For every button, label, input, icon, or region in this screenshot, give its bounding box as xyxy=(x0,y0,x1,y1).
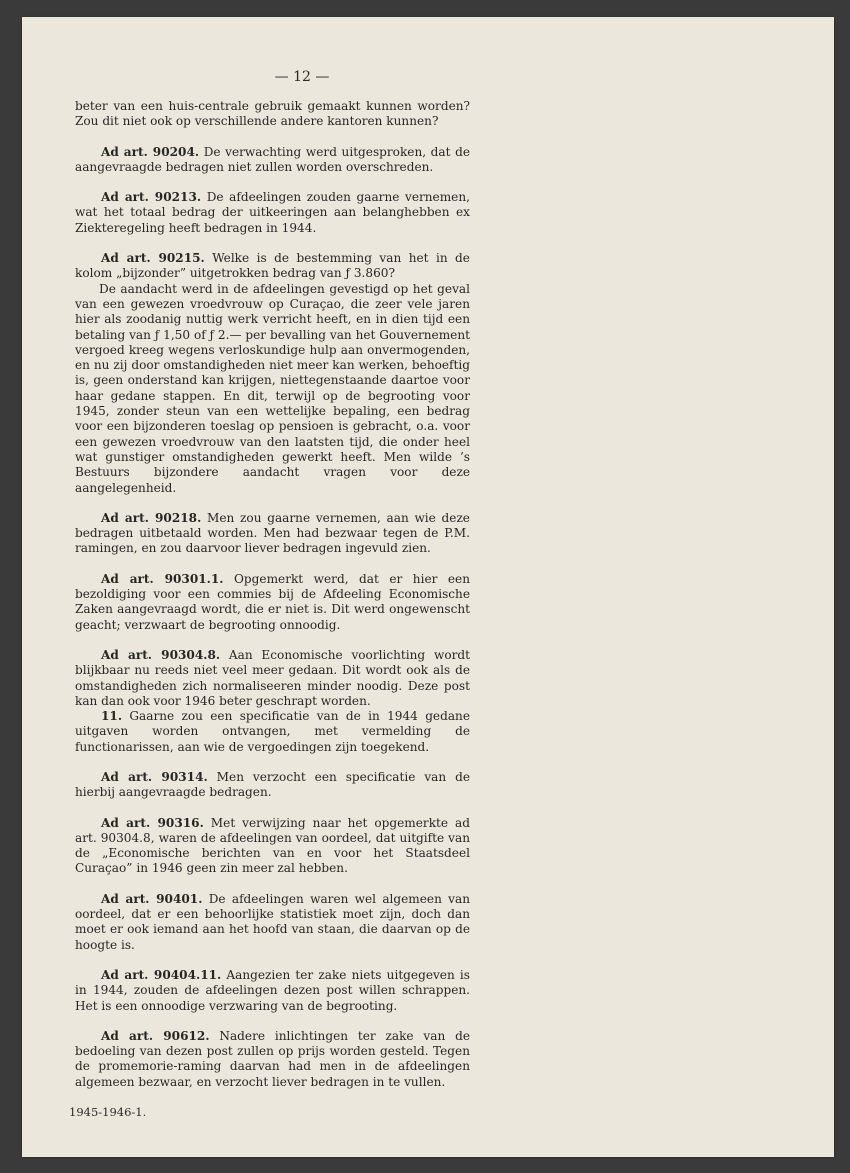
section-90314 xyxy=(75,770,470,801)
article-ref: Ad art. 90304.8. xyxy=(101,647,221,662)
article-text: Gaarne zou een specificatie van de in 1944 gedane uitgaven worden ontvangen, met vermelding de functionarissen, aan wie de vergoedingen zijn toegekend. xyxy=(75,709,470,754)
article-text: De afdeelingen zouden gaarne vernemen, wat het totaal bedrag der uitkeeringen aan belanghebben ex Ziekteregeling heeft bedragen in 1944. xyxy=(75,190,470,235)
article-text: Nadere inlichtingen ter zake van de bedoeling van dezen post zullen op prijs worden gesteld. Tegen de promemorie-raming daarvan had men in de afdeelingen algemeen bezwaar, en verzocht liever bedragen in te vullen. xyxy=(75,1028,470,1089)
article-ref: Ad art. 90301.1. xyxy=(101,571,224,586)
article-text: De aandacht werd in de afdeelingen gevestigd op het geval van een gewezen vroedvrouw op Curaçao, die zeer vele jaren hier als zoodanig nuttig werk verricht heeft, en in dien tijd een betaling van ƒ 1,50 of ƒ 2.— per bevalling van het Gouvernement vergoed kreeg wegens verloskundige hulp aan onvermogenden, en nu zij door omstandigheden niet meer kan werken, behoeftig is, geen onderstand kan krijgen, niettegenstaande daartoe voor haar gedane stappen. En dit, terwijl op de begrooting voor 1945, zonder steun van een wettelijke bepaling, een bedrag voor een bijzonderen toeslag op pensioen is gebracht, o.a. voor een gewezen vroedvrouw van den laatsten tijd, die onder heel wat gunstiger omstandigheden gewerkt heeft. Men wilde ’s Bestuurs bijzondere aandacht vragen voor deze aangelegenheid. xyxy=(75,281,470,495)
article-ref: Ad art. 90314. xyxy=(101,769,208,784)
article-text: Men zou gaarne vernemen, aan wie deze bedragen uitbetaald worden. Men had bezwaar tegen de P.M. ramingen, en zou daarvoor liever bedragen ingevuld zien. xyxy=(75,510,470,556)
document-body xyxy=(75,99,470,1105)
article-text: De afdeelingen waren wel algemeen van oordeel, dat er een behoorlijke statistiek moet zijn, doch dan moet er ook iemand aan het hoofd van staan, die daarvan op de hoogte is. xyxy=(75,891,470,952)
article-ref: Ad art. 90401. xyxy=(101,891,203,906)
section-90204 xyxy=(75,145,470,176)
section-90218 xyxy=(75,511,470,557)
section-90304-8 xyxy=(75,648,470,709)
page-number: — 12 — xyxy=(274,69,330,85)
section-11 xyxy=(75,709,470,755)
section-90401 xyxy=(75,892,470,953)
section-90301-1 xyxy=(75,572,470,633)
section-90215 xyxy=(75,251,470,282)
article-ref: Ad art. 90218. xyxy=(101,510,202,525)
article-text: Met verwijzing naar het opgemerkte ad art. 90304.8, waren de afdeelingen van oordeel, dat uitgifte van de „Economische berichten van en voor het Staatsdeel Curaçao” in 1946 geen zin meer zal hebben. xyxy=(75,815,470,876)
article-ref: Ad art. 90316. xyxy=(101,815,204,830)
article-text: De verwachting werd uitgesproken, dat de aangevraagde bedragen niet zullen worden overschreden. xyxy=(75,144,470,174)
article-ref: 11. xyxy=(101,709,123,724)
article-text: Men verzocht een specificatie van de hierbij aangevraagde bedragen. xyxy=(75,769,470,800)
section-90213 xyxy=(75,190,470,236)
article-ref: Ad art. 90213. xyxy=(101,190,202,205)
section-90215-continuation xyxy=(75,282,470,496)
article-text: Welke is de bestemming van het in de kolom „bijzonder” uitgetrokken bedrag van ƒ 3.860? xyxy=(75,251,470,281)
article-ref: Ad art. 90404.11. xyxy=(101,967,222,982)
article-ref: Ad art. 90204. xyxy=(101,144,200,159)
article-text: Aan Economische voorlichting wordt blijkbaar nu reeds niet veel meer gedaan. Dit wordt ook als de omstandigheden zich normaliseeren minder noodig. Deze post kan dan ook voor 1946 beter geschrapt worden. xyxy=(75,647,470,708)
section-90404-11 xyxy=(75,968,470,1014)
article-text: Opgemerkt werd, dat er hier een bezoldiging voor een commies bij de Afdeeling Economische Zaken aangevraagd wordt, die er niet is. Dit werd ongewenscht geacht; verzwaart de begrooting onnoodig. xyxy=(75,571,470,632)
section-90612 xyxy=(75,1029,470,1090)
article-ref: Ad art. 90612. xyxy=(101,1028,210,1043)
intro-paragraph: beter van een huis-centrale gebruik gemaakt kunnen worden? Zou dit niet ook op verschillende andere kantoren kunnen? xyxy=(75,99,470,129)
section-90316 xyxy=(75,816,470,877)
footer-code: 1945-1946-1. xyxy=(69,1105,147,1119)
article-ref: Ad art. 90215. xyxy=(101,251,205,266)
document-page xyxy=(22,17,834,1157)
article-text: Aangezien ter zake niets uitgegeven is in 1944, zouden de afdeelingen dezen post willen schrappen. Het is een onnoodige verzwaring van de begrooting. xyxy=(75,967,470,1013)
